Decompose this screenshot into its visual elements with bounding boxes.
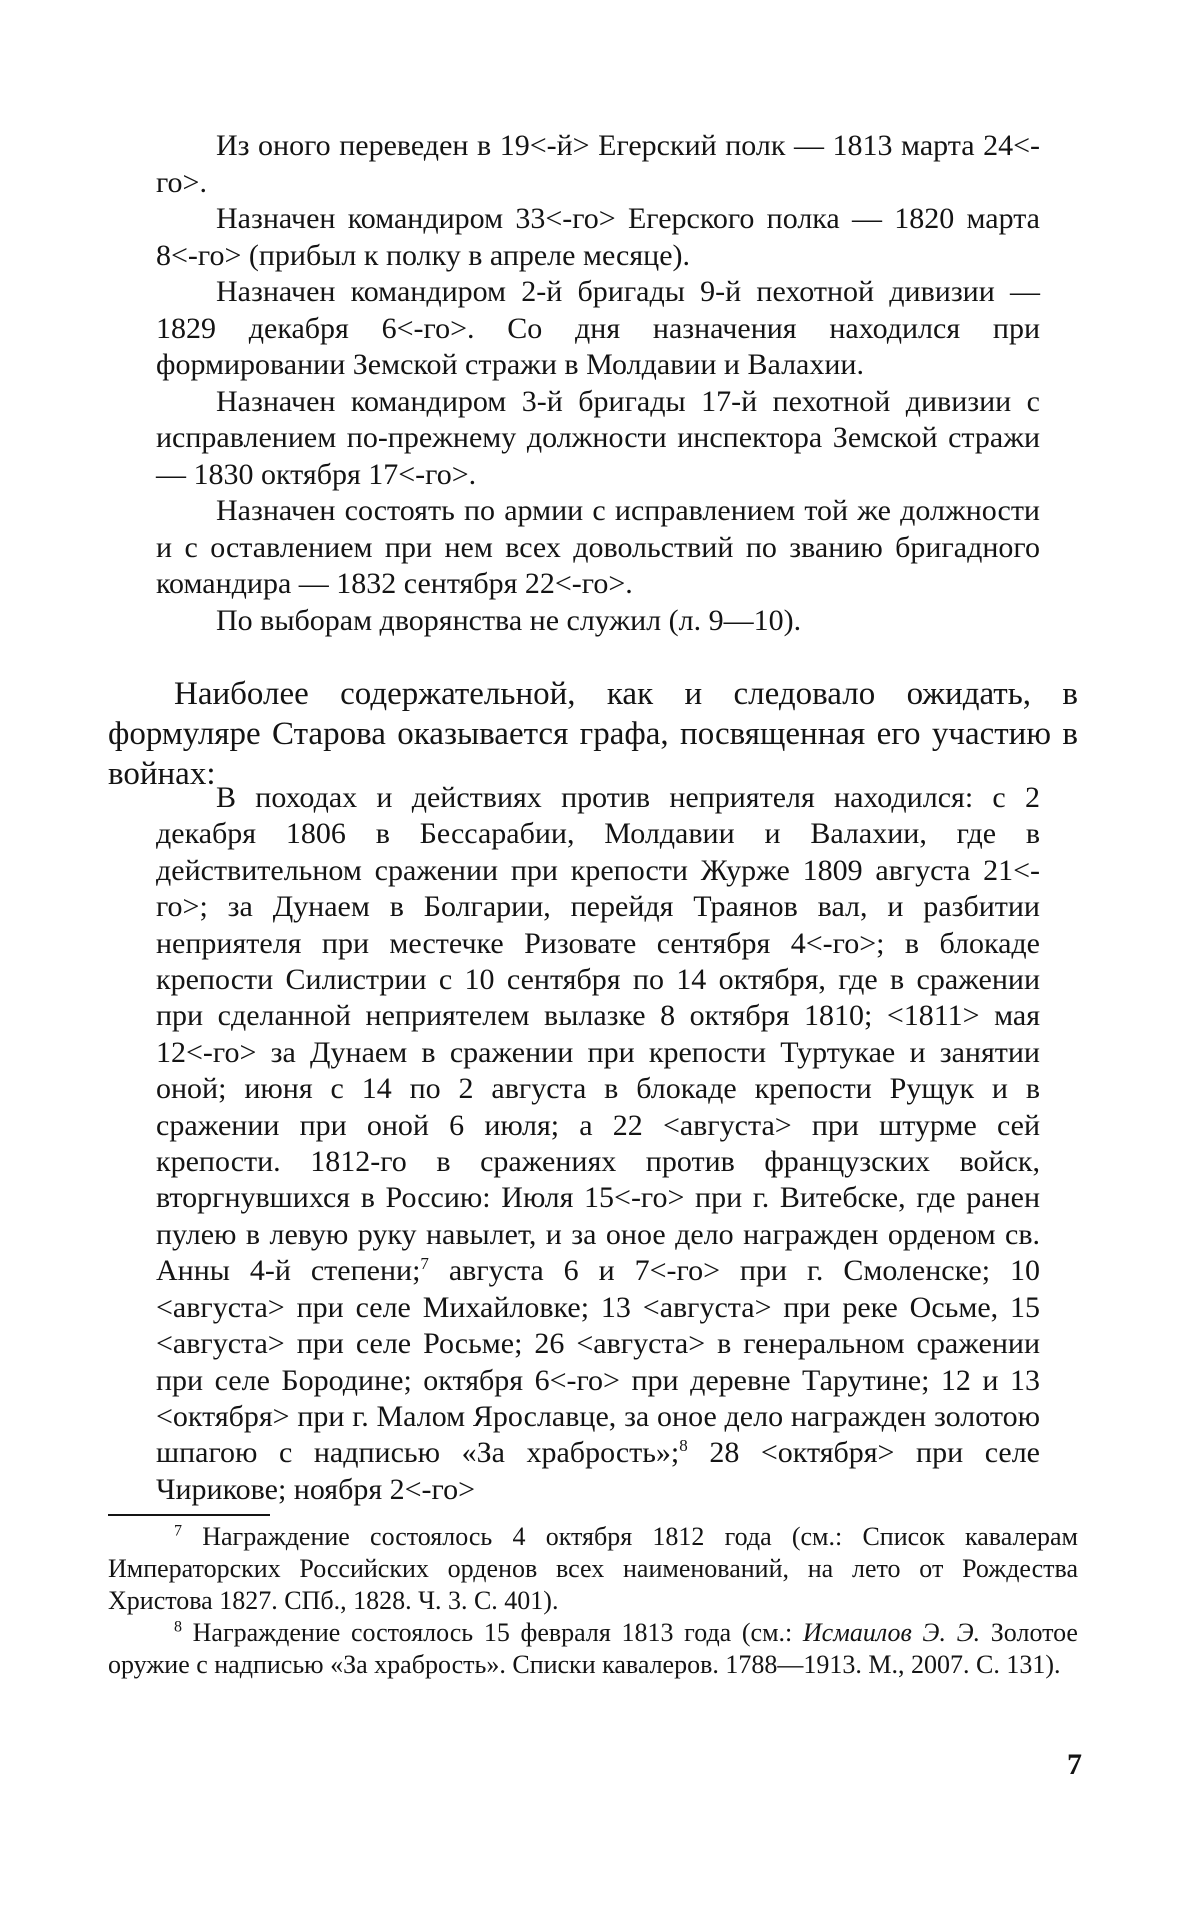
campaign-paragraph [156,780,1040,1508]
author-text [108,674,1078,794]
footnote-ref-7[interactable]: 7 [420,1254,429,1274]
quote-paragraph: Из оного переведен в 19<-й> Егерский полк — 1813 марта 24<-го>. [156,129,1040,199]
body-paragraph: Наиболее содержательной, как и следовало ожидать, в формуляре Старова оказывается графа, посвященная его участию в войнах: [108,676,1078,792]
campaign-quote [156,780,1040,1508]
quote-paragraph: По выборам дворянства не служил (л. 9—10). [216,603,802,637]
footnote-text: Золотое оружие с надписью «За храбрость». Списки кавалеров. 1788—1913. М., 2007. С. 131). [108,1618,1078,1679]
quote-paragraph: Назначен состоять по армии с исправлением той же должности и с оставлением при нем всех довольствий по званию бригадного командира — 1832 сентября 22<-го>. [156,494,1040,600]
service-record-quote [156,128,1040,639]
campaign-text-part2: августа 6 и 7<-го> при г. Смоленске; 10 <августа> при селе Михайловке; 13 <августа> при реке Осьме, 15 <августа> при селе Росьме; 26 <августа> в генеральном сражении при селе Бородине; октября 6<-го> при деревне Тарутине; 12 и 13 <октября> при г. Малом Ярославце, за оное дело награжден золотою шпагою с надписью «За храбрость»; [156,1254,1040,1470]
footnote-text: Награждение состоялось 4 октября 1812 года (см.: Список кавалерам Императорских Российских орденов всех наименований, на лето от Рождества Христова 1827. СПб., 1828. Ч. 3. С. 401). [108,1522,1078,1615]
footnote-7 [108,1521,1078,1617]
footnote-text: Награждение состоялось 15 февраля 1813 года (см.: [182,1618,803,1647]
campaign-text-part3: 28 <октября> при селе Чирикове; ноября 2<-го> [156,1436,1040,1506]
page-number: 7 [1067,1748,1082,1781]
quote-paragraph: Назначен командиром 3-й бригады 17-й пехотной дивизии с исправлением по-прежнему должности инспектора Земской стражи — 1830 октября 17<-го>. [156,384,1040,491]
footnote-8 [108,1617,1078,1681]
footnote-divider [108,1514,270,1516]
footnote-mark: 8 [174,1618,182,1636]
footnote-author: Исмаилов Э. Э. [802,1618,981,1647]
footnote-ref-8[interactable]: 8 [679,1436,688,1456]
footnotes [108,1521,1078,1681]
quote-paragraph: Назначен командиром 33<-го> Егерского полка — 1820 марта 8<-го> (прибыл к полку в апреле месяце). [156,202,1040,272]
footnote-mark: 7 [174,1522,182,1540]
campaign-text-part1: В походах и действиях против неприятеля находился: с 2 декабря 1806 в Бессарабии, Молдавии и Валахии, где в действительном сражении при крепости Журже 1809 августа 21<-го>; за Дунаем в Болгарии, перейдя Траянов вал, и разбитии неприятеля при местечке Ризовате сентября 4<-го>; в блокаде крепости Силистрии с 10 сентября по 14 октября, где в сражении при сделанной неприятелем вылазке 8 октября 1810; <1811> мая 12<-го> за Дунаем в сражении при крепости Туртукае и занятии оной; июня с 14 по 2 августа в блокаде крепости Рущук и в сражении при оной 6 июля; а 22 <августа> при штурме сей крепости. 1812-го в сражениях против французских войск, вторгнувшихся в Россию: Июля 15<-го> при г. Витебске, где ранен пулею в левую руку навылет, и за оное дело награжден орденом св. Анны 4-й степени; [156,781,1040,1288]
quote-paragraph: Назначен командиром 2-й бригады 9-й пехотной дивизии — 1829 декабря 6<-го>. Со дня назначения находился при формировании Земской стражи в Молдавии и Валахии. [156,275,1040,381]
